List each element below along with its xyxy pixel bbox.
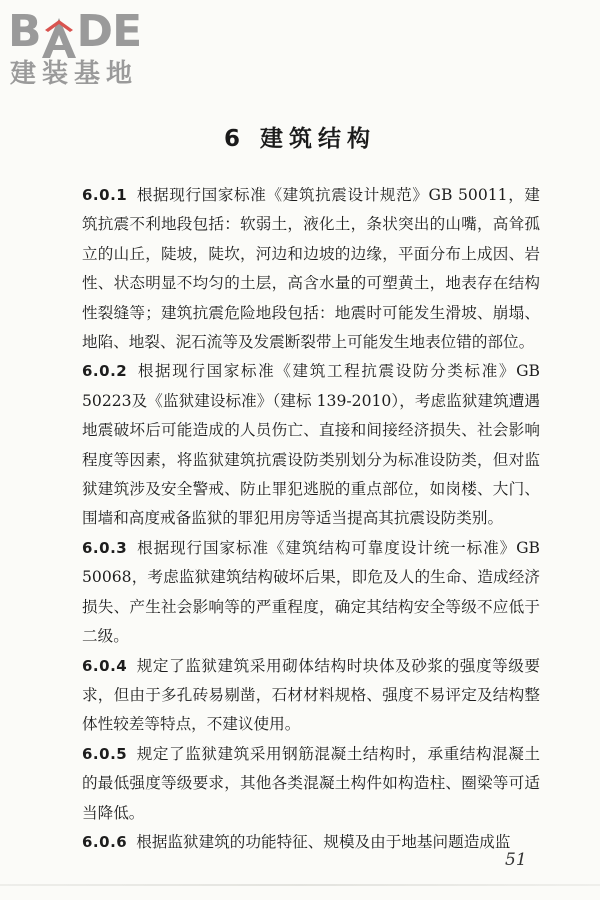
clause-number: 6.0.4 [82,656,128,675]
clause-paragraph [82,534,540,652]
clause-text: 根据现行国家标准《建筑结构可靠度设计统一标准》GB 50068，考虑监狱建筑结构破坏后果，即危及人的生命、造成经济损失、产生社会影响等的严重程度，确定其结构安全等级不应低于二级。 [82,538,540,646]
clause-text: 规定了监狱建筑采用钢筋混凝土结构时，承重结构混凝土的最低强度等级要求，其他各类混凝土构件如构造柱、圈梁等可适当降低。 [82,744,540,822]
clause-number: 6.0.2 [82,362,128,381]
chapter-heading [0,124,600,154]
logo-wordmark [8,6,141,58]
logo-letter-a-roof-icon [42,14,76,58]
clause-text: 规定了监狱建筑采用砌体结构时块体及砂浆的强度等级要求，但由于多孔砖易剔凿，石材材料规格、强度不易评定及结构整体性较差等特点，不建议使用。 [82,656,540,734]
clause-number: 6.0.1 [82,186,128,204]
chapter-title: 建筑结构 [260,126,376,152]
page-bottom-edge [0,884,600,886]
logo-letter-b: B [8,6,41,57]
clause-paragraph [82,828,540,857]
clause-text: 根据现行国家标准《建筑工程抗震设防分类标准》GB 50223及《监狱建设标准》（建标 139-2010），考虑监狱建筑遭遇地震破坏后可能造成的人员伤亡、直接和间接经济损失、社会影响程度等因素，将监狱建筑抗震设防类别划分为标准设防类，但对监狱建筑涉及安全警戒、防止罪犯逃脱的重点部位，如岗楼、大门、围墙和高度戒备监狱的罪犯用房等适当提高其抗震设防类别。 [82,362,540,528]
chapter-number: 6 [223,126,246,152]
clause-number: 6.0.6 [82,832,128,851]
clause-paragraph [82,652,540,740]
clause-paragraph [82,181,540,357]
body-text [82,181,540,857]
clause-number: 6.0.3 [82,538,128,557]
clause-text: 根据现行国家标准《建筑抗震设计规范》GB 50011，建筑抗震不利地段包括：软弱土，液化土，条状突出的山嘴，高耸孤立的山丘，陡坡，陡坎，河边和边坡的边缘，平面分布上成因、岩性、状态明显不均匀的土层，高含水量的可塑黄土，地表存在结构性裂缝等；建筑抗震危险地段包括：地震时可能发生滑坡、崩塌、地陷、地裂、泥石流等及发震断裂带上可能发生地表位错的部位。 [82,186,540,352]
clause-number: 6.0.5 [82,744,128,763]
clause-paragraph [82,357,540,533]
bade-logo [8,6,188,96]
clause-text: 根据监狱建筑的功能特征、规模及由于地基问题造成监 [136,832,511,851]
clause-paragraph [82,740,540,828]
logo-letters-de: DE [76,6,142,57]
logo-subtitle: 建装基地 [10,59,139,89]
page-number: 51 [505,850,527,870]
